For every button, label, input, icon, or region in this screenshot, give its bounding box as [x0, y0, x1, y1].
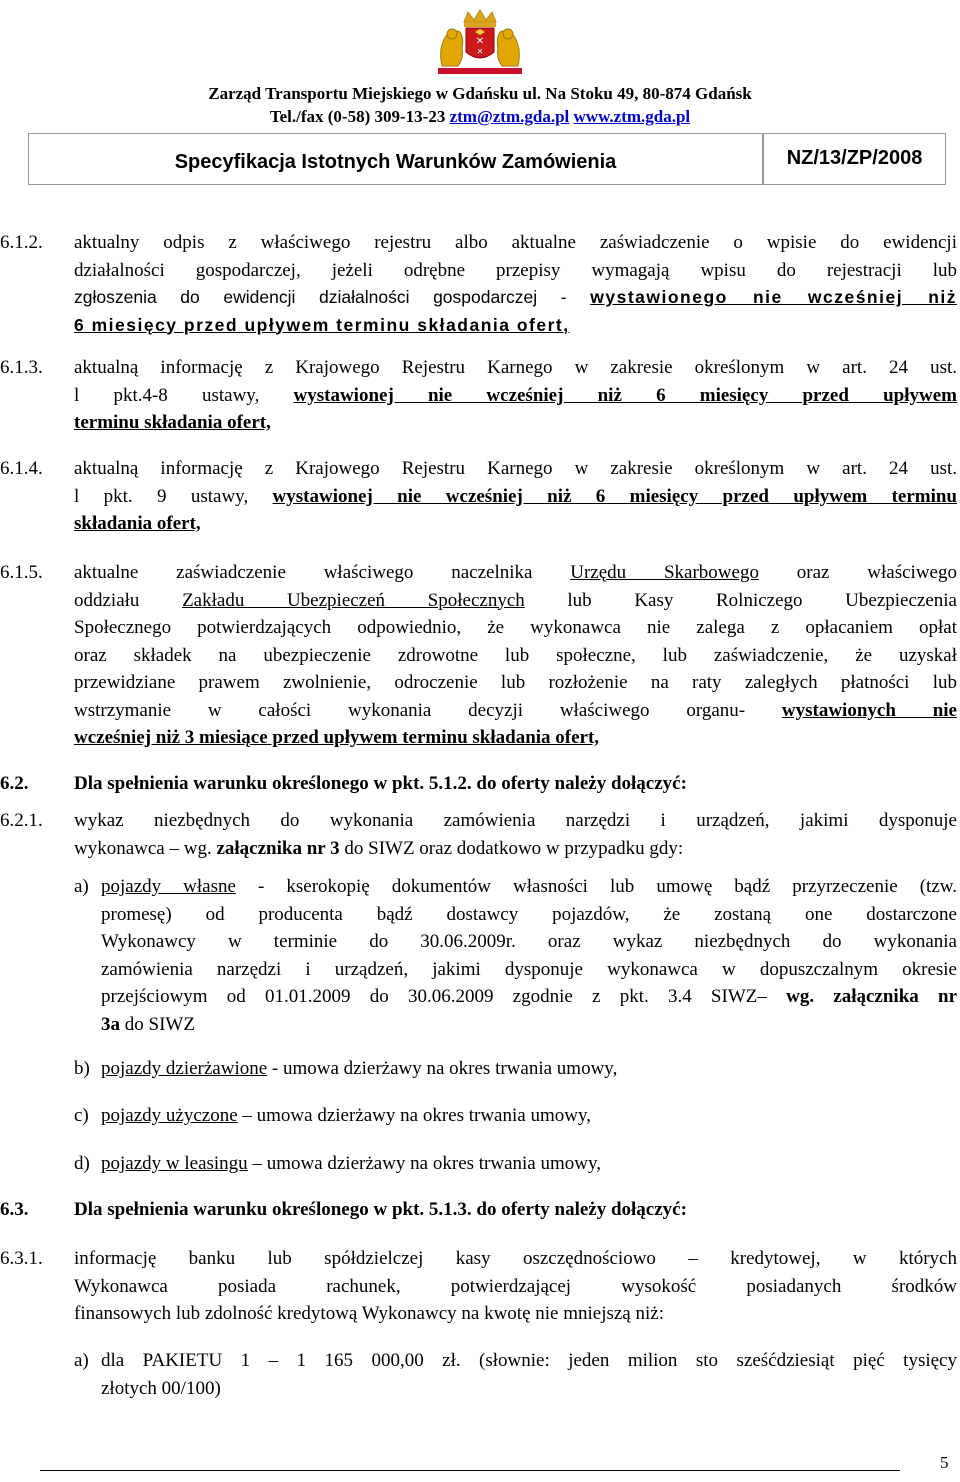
- list-item-b: [101, 1055, 957, 1083]
- text-line: promesę) od producenta bądź dostawcy pojazdów, że zostaną one dostarczone: [101, 903, 957, 925]
- text-span: przejściowym od 01.01.2009 do 30.06.2009 zgodnie z pkt. 3.4 SIWZ–: [101, 986, 787, 1007]
- list-marker: a): [74, 1350, 89, 1371]
- text-span: - umowa dzierżawy na okres trwania umowy,: [267, 1058, 618, 1079]
- text-line: aktualną informację z Krajowego Rejestru Karnego w zakresie określonym w art. 24 ust.: [74, 357, 957, 378]
- text-line: [101, 873, 957, 901]
- text-line: Społecznego potwierdzających odpowiednio, że wykonawca nie zalega z opłacaniem opłat: [74, 617, 957, 638]
- underlined-span: pojazdy dzierżawione: [101, 1058, 268, 1079]
- emphasis-line: składania ofert,: [74, 513, 201, 534]
- list-marker: c): [74, 1105, 89, 1126]
- underlined-span: pojazdy własne: [101, 876, 236, 897]
- text-line: informację banku lub spółdzielczej kasy oszczędnościowo – kredytowej, w których: [74, 1248, 957, 1269]
- text-line: [74, 559, 957, 587]
- section-number: 6.3.: [0, 1199, 29, 1220]
- text-line: [101, 983, 957, 1011]
- text-span: - kserokopię dokumentów własności lub umowę bądź przyrzeczenie (tzw.: [235, 876, 957, 897]
- emphasis-span: wystawionej nie wcześniej niż 6 miesięcy przed upływem terminu: [272, 485, 958, 507]
- text-span: – umowa dzierżawy na okres trwania umowy,: [237, 1105, 591, 1126]
- text-line: dla PAKIETU 1 – 1 165 000,00 zł. (słownie: jeden milion sto sześćdziesiąt pięć tysięcy: [101, 1350, 957, 1371]
- section-6-1-2: [74, 229, 957, 339]
- svg-text:✕: ✕: [475, 36, 485, 47]
- section-6-1-3: [74, 354, 957, 437]
- text-line: aktualną informację z Krajowego Rejestru Karnego w zakresie określonym w art. 24 ust.: [74, 458, 957, 479]
- text-span: zgłoszenia do ewidencji działalności gospodarczej -: [74, 287, 591, 307]
- text-span: wykonawca – wg.: [74, 837, 217, 859]
- text-span: lub Kasy Rolniczego Ubezpieczenia: [524, 589, 957, 611]
- text-line: złotych 00/100): [101, 1377, 221, 1399]
- text-line: [74, 835, 957, 863]
- underlined-span: Urzędu Skarbowego: [570, 562, 759, 583]
- emphasis-span: wystawionych nie: [781, 699, 957, 721]
- section-6-3-title: Dla spełnienia warunku określonego w pkt. 5.1.3. do oferty należy dołączyć:: [74, 1199, 687, 1220]
- text-line: [74, 697, 957, 725]
- doc-ref: NZ/13/ZP/2008: [786, 147, 923, 169]
- email-link[interactable]: ztm@ztm.gda.pl: [449, 107, 570, 126]
- section-number: 6.1.3.: [0, 357, 43, 378]
- list-item-d: [101, 1150, 957, 1178]
- text-line: aktualny odpis z właściwego rejestru albo aktualne zaświadczenie o wpisie do ewidencji: [74, 232, 957, 253]
- text-span: do SIWZ: [120, 1013, 195, 1035]
- section-6-2-1: [74, 807, 957, 862]
- text-line: [74, 382, 957, 410]
- emphasis-line: terminu składania ofert,: [74, 412, 271, 433]
- underlined-span: Zakładu Ubezpieczeń Społecznych: [182, 589, 525, 611]
- section-number: 6.1.4.: [0, 458, 43, 479]
- bold-span: wg. załącznika nr: [786, 986, 957, 1007]
- section-number: 6.2.1.: [0, 810, 43, 831]
- section-6-2-title: Dla spełnienia warunku określonego w pkt. 5.1.2. do oferty należy dołączyć:: [74, 773, 687, 794]
- section-6-1-5: [74, 559, 957, 752]
- text-line: działalności gospodarczej, jeżeli odrębne przepisy wymagają wpisu do rejestracji lub: [74, 259, 957, 281]
- text-line: zamówienia narzędzi i urządzeń, jakimi dysponuje wykonawca w dopuszczalnym okresie: [101, 958, 957, 980]
- text-line: wykaz niezbędnych do wykonania zamówienia narzędzi i urządzeń, jakimi dysponuje: [74, 810, 957, 831]
- text-line: [74, 483, 957, 511]
- text-line: przewidziane prawem zwolnienie, odroczenie lub rozłożenie na raty zaległych płatności lub: [74, 672, 957, 693]
- section-6-1-4: [74, 455, 957, 538]
- list-marker: a): [74, 876, 89, 897]
- underlined-span: pojazdy użyczone: [101, 1105, 238, 1126]
- text-line: [74, 312, 957, 340]
- text-line: [74, 284, 957, 312]
- list-marker: b): [74, 1058, 90, 1079]
- header-address: Zarząd Transportu Miejskiego w Gdańsku ul. Na Stoku 49, 80-874 Gdańsk: [208, 84, 752, 103]
- header-phone: Tel./fax (0-58) 309-13-23: [269, 107, 446, 126]
- underlined-span: pojazdy w leasingu: [101, 1153, 248, 1174]
- gdansk-coat-of-arms-logo: [428, 8, 532, 80]
- text-line: [74, 587, 957, 615]
- emphasis-span: wystawionej nie wcześniej niż 6 miesięcy przed upływem: [293, 384, 957, 406]
- bold-span: załącznika nr 3: [216, 837, 340, 859]
- page-number: 5: [940, 1453, 949, 1472]
- section-6-3-1: [74, 1245, 957, 1328]
- text-line: Wykonawca posiada rachunek, potwierdzającej wysokość posiadanych środków: [74, 1275, 957, 1297]
- bold-span: 3a: [101, 1013, 120, 1035]
- list-item-c: [101, 1102, 957, 1130]
- list-item-a: [101, 873, 957, 1038]
- doc-title: Specyfikacja Istotnych Warunków Zamówienia: [174, 151, 617, 173]
- website-link[interactable]: www.ztm.gda.pl: [573, 107, 691, 126]
- text-span: do SIWZ oraz dodatkowo w przypadku gdy:: [339, 837, 684, 859]
- section-number: 6.1.2.: [0, 232, 43, 253]
- list-item-a-pakiet: [101, 1347, 957, 1402]
- text-line: finansowych lub zdolność kredytową Wykonawcy na kwotę nie mniejszą niż:: [74, 1303, 664, 1324]
- header-contact: [0, 107, 960, 127]
- list-marker: d): [74, 1153, 90, 1174]
- text-line: Wykonawcy w terminie do 30.06.2009r. oraz wykaz niezbędnych do wykonania: [101, 931, 957, 952]
- text-line: oraz składek na ubezpieczenie zdrowotne lub społeczne, lub zaświadczenie, że uzyskał: [74, 644, 957, 666]
- emphasis-span: wystawionego nie wcześniej niż: [590, 287, 958, 307]
- svg-text:✕: ✕: [476, 47, 484, 56]
- footer-rule: [40, 1470, 900, 1471]
- text-span: oraz właściwego: [758, 562, 957, 583]
- text-line: [101, 1011, 957, 1039]
- text-span: aktualne zaświadczenie właściwego naczelnika: [74, 562, 571, 583]
- text-span: oddziału: [74, 589, 183, 611]
- text-span: wstrzymanie w całości wykonania decyzji właściwego organu-: [74, 699, 782, 721]
- text-span: l pkt.4-8 ustawy,: [74, 384, 294, 406]
- text-span: l pkt. 9 ustawy,: [74, 485, 273, 507]
- emphasis-span: 6 miesięcy przed upływem terminu składania ofert,: [74, 314, 570, 335]
- section-number: 6.1.5.: [0, 562, 43, 583]
- emphasis-line: wcześniej niż 3 miesiące przed upływem terminu składania ofert,: [74, 727, 600, 748]
- section-number: 6.2.: [0, 773, 29, 794]
- section-number: 6.3.1.: [0, 1248, 43, 1269]
- text-span: – umowa dzierżawy na okres trwania umowy,: [247, 1153, 602, 1174]
